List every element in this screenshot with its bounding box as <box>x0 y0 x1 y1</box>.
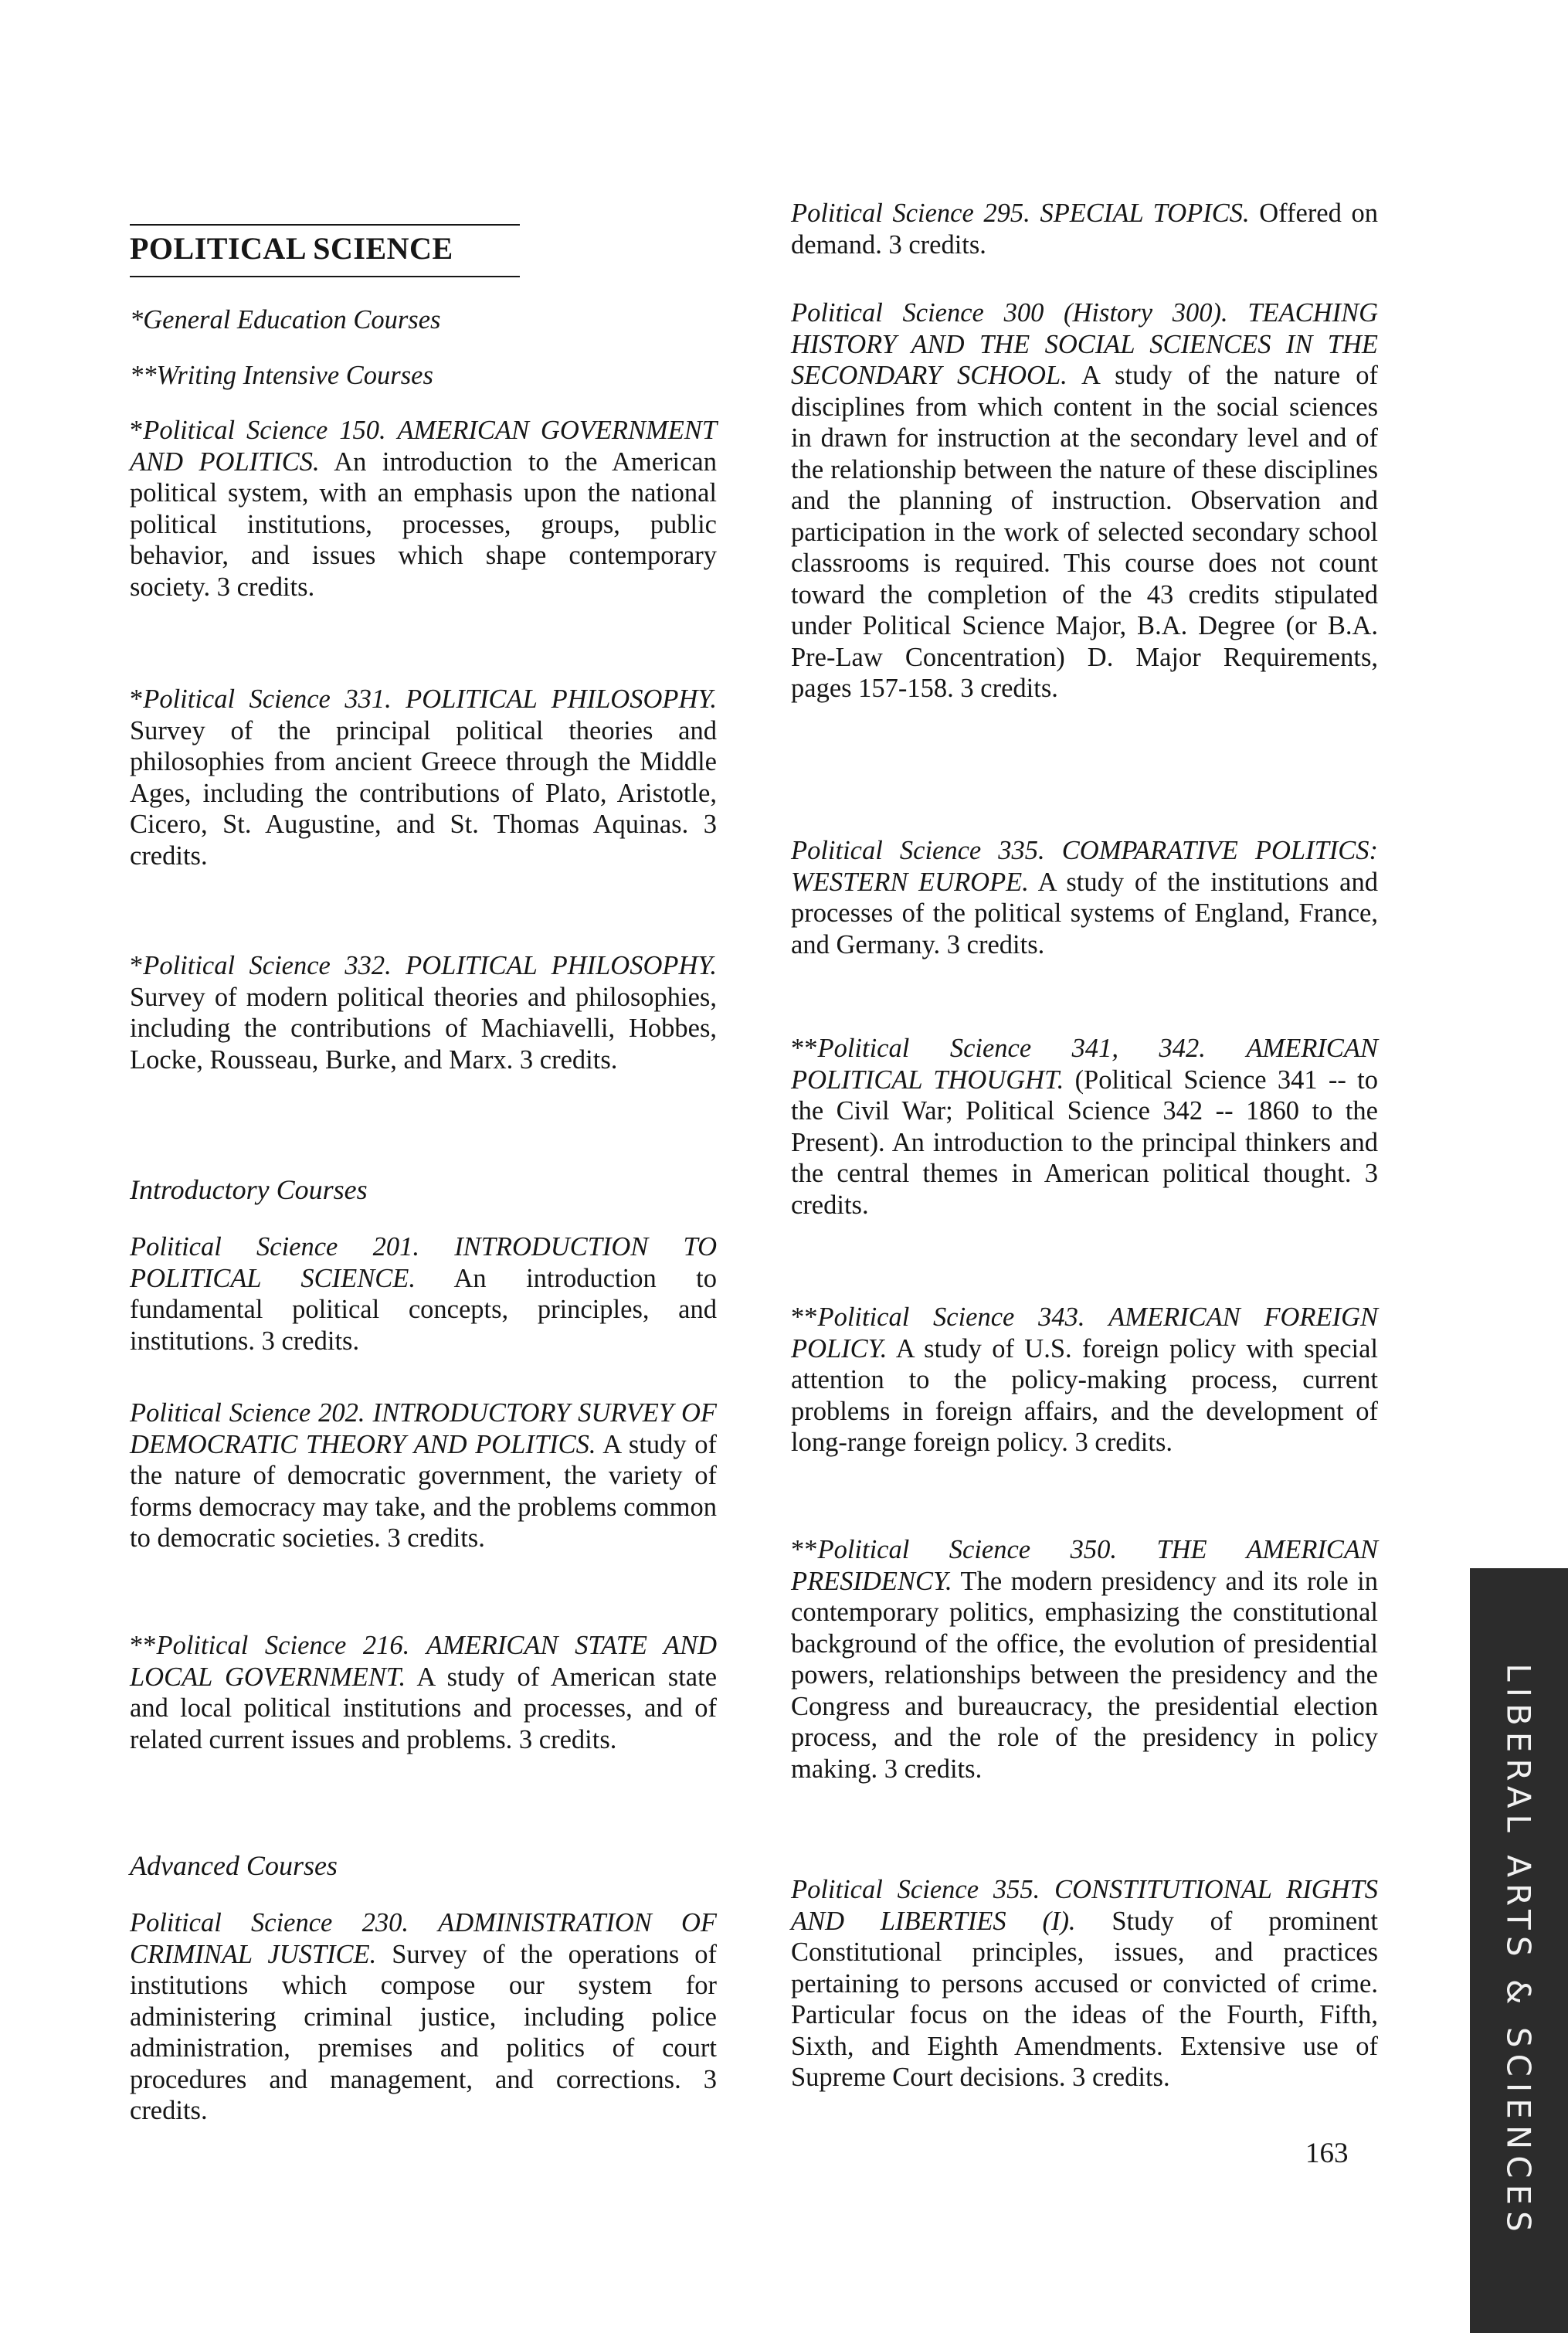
course-number: Political Science 295. <box>791 199 1030 228</box>
course-description: A study of the institutions and processes of the political systems of England, France, and Germany. 3 credits. <box>791 867 1378 959</box>
course-description: A study of American state and local political institutions and processes, and of related current issues and problems. 3 credits. <box>130 1662 718 1754</box>
course-description: (Political Science 341 -- to the Civil War; Political Science 342 -- 1860 to the Present). An introduction to the principal thinkers and the central themes in American political thought. 3 credits. <box>791 1065 1378 1220</box>
side-tab-label: LIBERAL ARTS & SCIENCES <box>1499 1663 1538 2238</box>
course-description: A study of the nature of disciplines from which content in the social sciences in drawn for instruction at the secondary level and of the relationship between the nature of these disciplines and the planning of instruction. Observation and participation in the work of selected secondary school classrooms is required. This course does not count toward the completion of the 43 credits stipulated under Political Science Major, B.A. Degree (or B.A. Pre-Law Concentration) D. Major Requirements, pages 157-158. 3 credits. <box>791 361 1378 703</box>
course-mark: * <box>130 951 144 980</box>
course-title: INTRODUCTION TO POLITICAL SCIENCE. <box>130 1232 717 1293</box>
course-number: Political Science 335. <box>791 836 1045 865</box>
legend-general-education: *General Education Courses <box>130 305 441 334</box>
course-title: INTRODUCTORY SURVEY OF DEMOCRATIC THEORY AND POLITICS. <box>130 1398 717 1459</box>
subheading-introductory: Introductory Courses <box>130 1174 368 1205</box>
course-entry <box>130 1907 717 2127</box>
course-title: TEACHING HISTORY AND THE SOCIAL SCIENCES IN THE SECONDARY SCHOOL. <box>791 298 1378 390</box>
course-number: Political Science 355. <box>791 1875 1040 1904</box>
course-title: AMERICAN POLITICAL THOUGHT. <box>791 1034 1378 1095</box>
course-entry <box>791 1302 1378 1459</box>
course-description: An introduction to fundamental political concepts, principles, and institutions. 3 credits. <box>130 1263 717 1356</box>
course-entry <box>130 1397 717 1554</box>
course-title: AMERICAN FOREIGN POLICY. <box>791 1302 1378 1363</box>
course-mark: ** <box>130 1631 157 1660</box>
section-side-tab <box>1470 1568 1568 2333</box>
course-title: AMERICAN STATE AND LOCAL GOVERNMENT. <box>130 1631 718 1692</box>
course-description: A study of the nature of democratic government, the variety of forms democracy may take, and the problems common to democratic societies. 3 credits. <box>130 1429 718 1553</box>
course-description: A study of U.S. foreign policy with special attention to the policy-making process, current problems in foreign affairs, and the development of long-range foreign policy. 3 credits. <box>791 1333 1378 1457</box>
course-description: Survey of modern political theories and philosophies, including the contributions of Machiavelli, Hobbes, Locke, Rousseau, Burke, and Marx. 3 credits. <box>130 982 717 1075</box>
course-mark: * <box>130 684 144 714</box>
course-entry <box>791 1874 1378 2094</box>
course-title: SPECIAL TOPICS. <box>1040 199 1250 228</box>
course-mark: ** <box>791 1302 818 1332</box>
section-title: POLITICAL SCIENCE <box>130 231 453 266</box>
page-number: 163 <box>1305 2138 1349 2169</box>
course-entry <box>791 1033 1378 1221</box>
course-number: Political Science 216. <box>156 1631 410 1660</box>
course-description: Survey of the operations of institutions which compose our system for administering criminal justice, including police administration, premises and politics of court procedures and management, and corrections. 3 credits. <box>130 1939 717 2125</box>
course-number: Political Science 331. <box>143 684 392 714</box>
title-rule-bottom <box>130 276 520 277</box>
course-description: An introduction to the American political system, with an emphasis upon the national political institutions, processes, groups, public behavior, and issues which shape contemporary society. 3 credits. <box>130 447 717 602</box>
course-number: Political Science 343. <box>817 1302 1085 1332</box>
course-number: Political Science 230. <box>130 1908 409 1937</box>
course-number: Political Science 350. <box>817 1535 1117 1564</box>
course-description: The modern presidency and its role in contemporary politics, emphasizing the constitutional background of the office, the evolution of presidential powers, relationships between the presidency and the Congress and bureaucracy, the presidential election process, and the role of the presidency in policy making. 3 credits. <box>791 1566 1378 1784</box>
course-entry <box>130 684 717 871</box>
course-number: Political Science 341, 342. <box>817 1034 1206 1063</box>
course-number: Political Science 300 (History 300). <box>791 298 1228 328</box>
course-entry <box>791 297 1378 705</box>
course-number: Political Science 150. <box>143 416 386 445</box>
course-entry <box>130 415 717 603</box>
course-entry <box>130 1630 717 1755</box>
course-title: POLITICAL PHILOSOPHY. <box>406 951 718 980</box>
course-title: THE AMERICAN PRESIDENCY. <box>791 1535 1379 1596</box>
course-description: Study of prominent Constitutional principles, issues, and practices pertaining to persons accused or convicted of crime. Particular focus on the ideas of the Fourth, Fifth, Sixth, and Eighth Amendments. Extensive use of Supreme Court decisions. 3 credits. <box>791 1906 1378 2092</box>
course-description: Survey of the principal political theories and philosophies from ancient Greece through the Middle Ages, including the contributions of Plato, Aristotle, Cicero, St. Augustine, and St. Thomas Aquinas. 3 credits. <box>130 715 717 871</box>
course-entry <box>130 1231 717 1357</box>
subheading-advanced: Advanced Courses <box>130 1850 338 1881</box>
course-title: ADMINISTRATION OF CRIMINAL JUSTICE. <box>130 1908 717 1969</box>
title-rule-top <box>130 224 520 226</box>
course-description: Offered on demand. 3 credits. <box>791 199 1379 260</box>
course-mark: ** <box>791 1034 818 1063</box>
course-number: Political Science 332. <box>143 951 392 980</box>
course-entry <box>791 198 1378 260</box>
course-title: POLITICAL PHILOSOPHY. <box>406 684 718 714</box>
course-mark: * <box>130 416 144 445</box>
course-title: COMPARATIVE POLITICS: WESTERN EUROPE. <box>791 836 1378 897</box>
course-title: CONSTITUTIONAL RIGHTS AND LIBERTIES (I). <box>791 1875 1378 1936</box>
course-number: Political Science 201. <box>130 1232 419 1262</box>
course-title: AMERICAN GOVERNMENT AND POLITICS. <box>130 416 718 477</box>
course-entry <box>791 1534 1378 1785</box>
course-entry <box>130 950 717 1075</box>
course-entry <box>791 835 1378 960</box>
legend-writing-intensive: **Writing Intensive Courses <box>130 361 433 390</box>
course-number: Political Science 202. <box>130 1398 365 1428</box>
course-mark: ** <box>791 1535 818 1564</box>
